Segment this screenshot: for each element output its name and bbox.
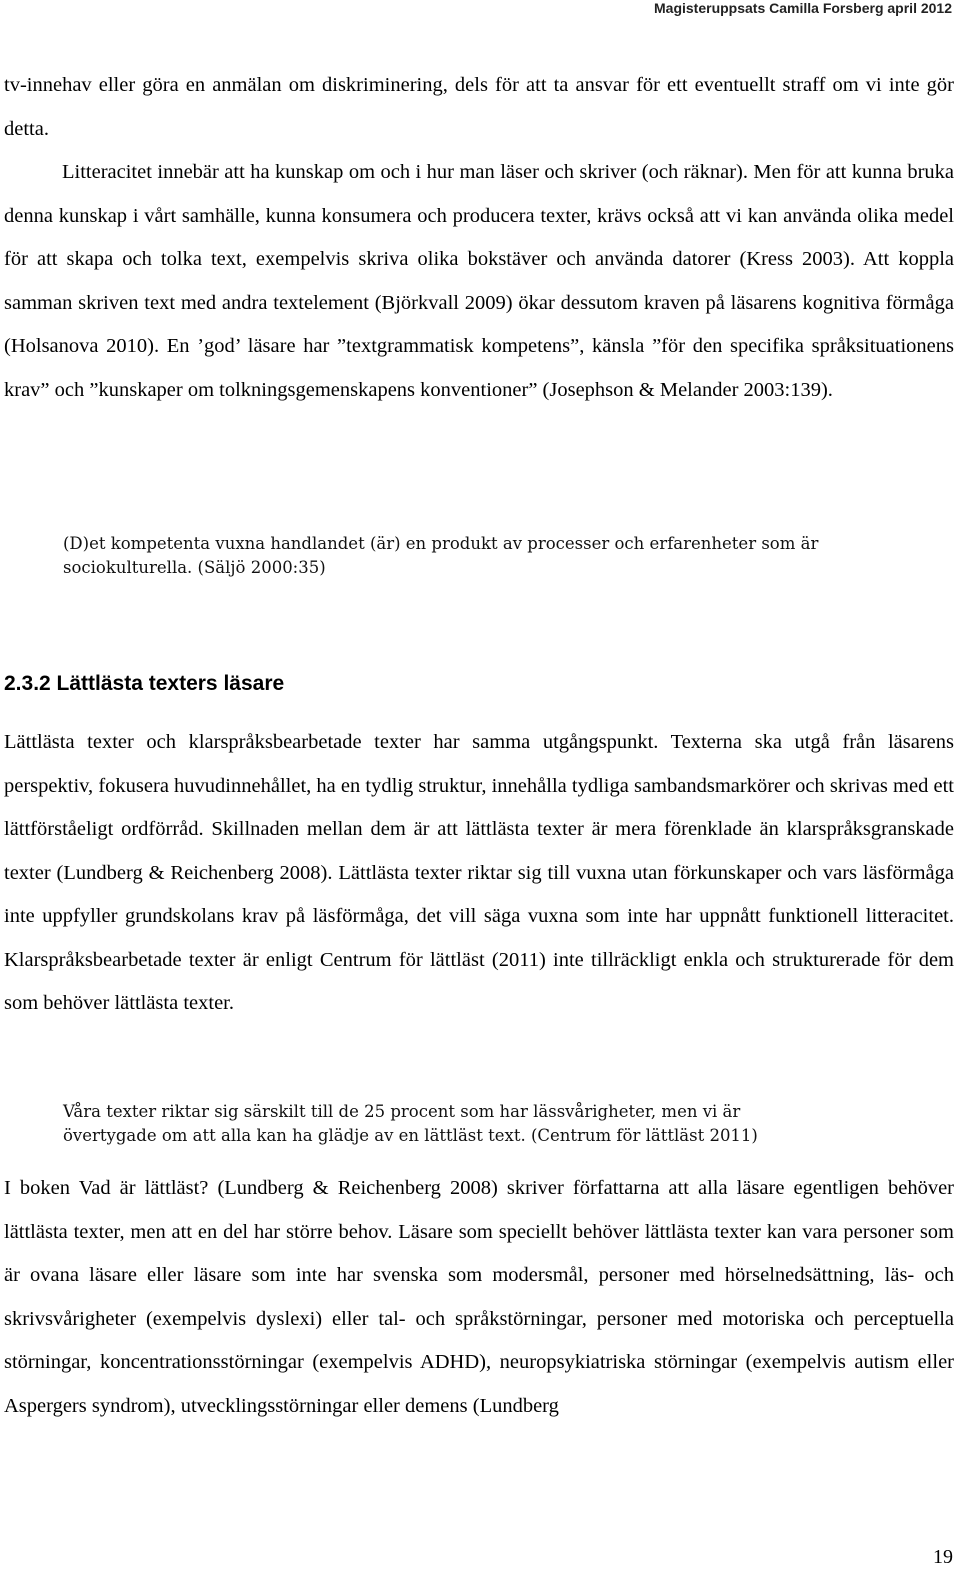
- block-quote-saljo: (D)et kompetenta vuxna handlandet (är) en produkt av processer och erfarenheter som är sociokulturella. (Säljö 2000:35): [63, 534, 819, 577]
- paragraph-lattlasta-texter: Lättlästa texter och klarspråksbearbetade texter har samma utgångspunkt. Texterna ska utgå från läsarens perspektiv, fokusera huvudinnehållet, ha en tydlig struktur, innehålla tydliga sambandsmarkörer och skrivas med ett lättförståeligt ordförråd. Skillnaden mellan dem är att lättlästa texter är mera förenklade än klarspråksgranskade texter (Lundberg & Reichenberg 2008). Lättlästa texter riktar sig till vuxna utan förkunskaper och vars läsförmåga inte uppfyller grundskolans krav på läsförmåga, det vill säga vuxna som inte har uppnått funktionell litteracitet. Klarspråksbearbetade texter är enligt Centrum för lättläst (2011) inte tillräckligt enkla och strukturerade för dem som behöver lättlästa texter.: [4, 731, 954, 1014]
- section-heading: 2.3.2 Lättlästa texters läsare: [4, 672, 285, 695]
- block-quote-centrum: Våra texter riktar sig särskilt till de 25 procent som har lässvårigheter, men vi är övertygade om att alla kan ha glädje av en lättläst text. (Centrum för lättläst 2011): [63, 1102, 758, 1145]
- page-number: 19: [933, 1546, 953, 1568]
- paragraph-litteracitet-text: Litteracitet innebär att ha kunskap om och i hur man läser och skriver (och räknar). Men för att kunna bruka denna kunskap i vårt samhälle, kunna konsumera och producera texter, krävs också att vi kan använda olika medel för att skapa och tolka text, exempelvis skriva olika bokstäver och använda datorer (Kress 2003). Att koppla samman skriven text med andra textelement (Björkvall 2009) ökar dessutom kraven på läsarens kognitiva förmåga (Holsanova 2010). En ’god’ läsare har ”textgrammatisk kompetens”, känsla ”för den specifika språksituationens krav” och ”kunskaper om tolkningsgemenskapens konventioner” (Josephson & Melander 2003:139).: [4, 161, 954, 401]
- running-header: Magisteruppsats Camilla Forsberg april 2012: [654, 0, 952, 16]
- paragraph-continuation: tv-innehav eller göra en anmälan om diskriminering, dels för att ta ansvar för ett eventuellt straff om vi inte gör detta.: [4, 74, 954, 140]
- paragraph-vad-ar-lattlast: I boken Vad är lättläst? (Lundberg & Reichenberg 2008) skriver författarna att alla läsare egentligen behöver lättlästa texter, men att en del har större behov. Läsare som speciellt behöver lättlästa texter kan vara personer som är ovana läsare eller läsare som inte har svenska som modersmål, personer med hörselnedsättning, läs- och skrivsvårigheter (exempelvis dyslexi) eller tal- och språkstörningar, personer med motoriska och perceptuella störningar, koncentrationsstörningar (exempelvis ADHD), neuropsykiatriska störningar (exempelvis autism eller Aspergers syndrom), utvecklingsstörningar eller demens (Lundberg: [4, 1177, 954, 1417]
- paragraph-litteracitet: [4, 151, 954, 412]
